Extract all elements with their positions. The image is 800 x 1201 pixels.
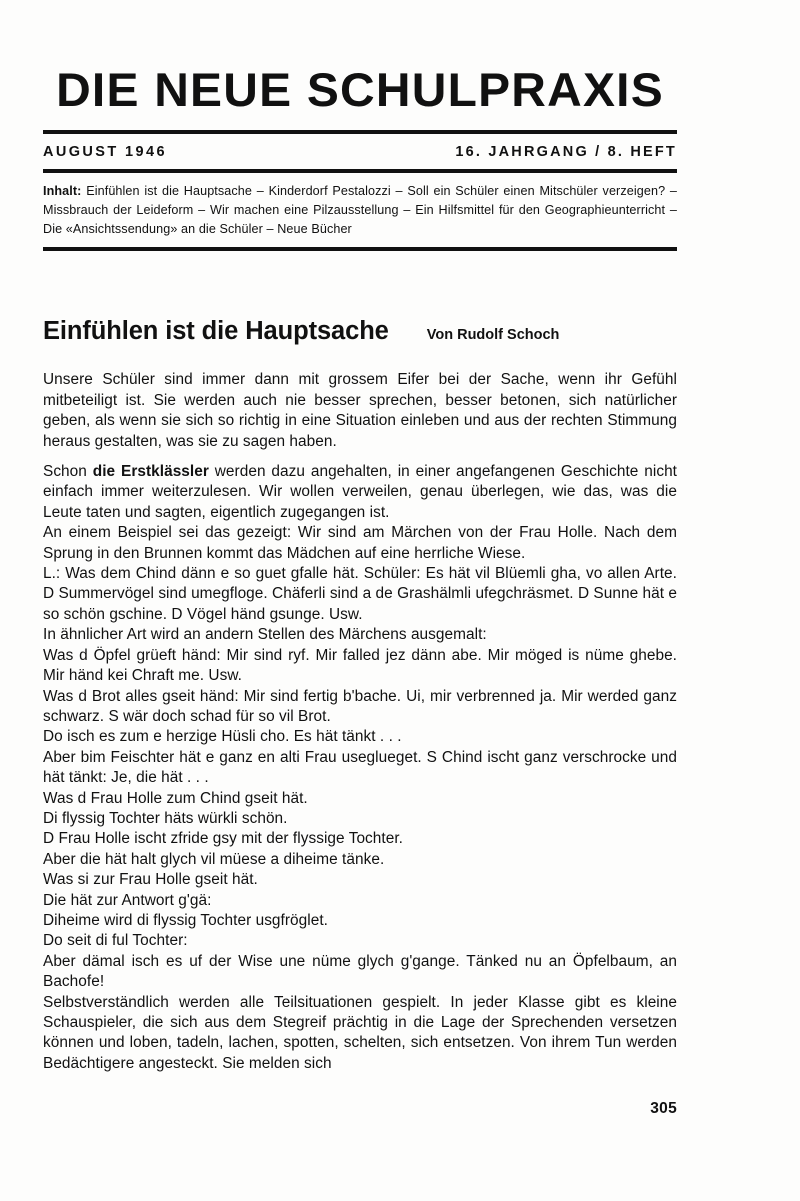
paragraph-2-remainder: werden dazu angehalten, in einer angefangenen Geschichte nicht einfach immer weiterzulesen. Wir wollen verweilen, genau überlegen, wie das, was die Leute taten und sagten, eigentlich zugegangen ist. [43,463,678,521]
paragraph-7: Was d Brot alles gseit händ: Mir sind fertig b'bache. Ui, mir verbrenned ja. Mir werded ganz schwarz. S wär doch schad für so vil Brot. [43,687,677,725]
rule-below-issue-line [43,169,677,173]
paragraph-2-emphasis: die Erstklässler [92,463,209,481]
contents-entries: Einfühlen ist die Hauptsache – Kinderdorf Pestalozzi – Soll ein Schüler einen Mitschüler verzeigen? – Missbrauch der Leideform – Wir machen eine Pilzausstellung – Ein Hilfsmittel für den Geographieunterricht – Die «Ansichtssendung» an die Schüler – Neue Bücher [43,184,677,237]
paragraph-2 [43,462,677,523]
article-header [43,317,677,346]
table-of-contents [43,182,677,239]
paragraph-4: L.: Was dem Chind dänn e so guet gfalle hät. Schüler: Es hät vil Blüemli gha, vo allen Arte. D Summervögel sind umegfloge. Chäferli sind a de Grashälmli ufegchräsmet. D Sunne hät e so schön gschine. D Vögel händ gsunge. Usw. [43,565,677,623]
paragraph-15: Die hät zur Antwort g'gä: [43,891,212,909]
issue-date: AUGUST 1946 [43,144,167,160]
paragraph-12: D Frau Holle ischt zfride gsy mit der flyssige Tochter. [43,830,403,848]
article-title: Einfühlen ist die Hauptsache [43,317,389,346]
paragraph-2-lead-in: Schon [43,463,93,481]
paragraph-19: Selbstverständlich werden alle Teilsituationen gespielt. In jeder Klasse gibt es kleine Schauspieler, die sich aus dem Stegreif prächtig in die Lage der Sprechenden versetzen können und loben, tadeln, lachen, spotten, schelten, sich entsetzen. Von ihrem Tun werden Bedächtigere angesteckt. Sie melden sich [43,993,677,1072]
article-body [43,370,677,1074]
rule-above-issue-line [43,130,677,134]
paragraph-18: Aber dämal isch es uf der Wise une nüme glych g'gange. Tänked nu an Öpfelbaum, an Bachofe! [43,952,677,991]
page-number: 305 [650,1100,677,1117]
paragraph-17: Do seit di ful Tochter: [43,932,188,950]
paragraph-10: Was d Frau Holle zum Chind gseit hät. [43,789,308,807]
paragraph-1: Unsere Schüler sind immer dann mit grossem Eifer bei der Sache, wenn ihr Gefühl mitbeteiligt ist. Sie werden auch nie besser sprechen, besser betonen, sich natürlicher geben, als wenn sie sich so richtig in eine Situation einleben und aus der rechten Stimmung heraus gestalten, was sie zu sagen haben. [43,371,677,450]
contents-label: Inhalt: [43,184,82,198]
paragraph-9: Aber bim Feischter hät e ganz en alti Frau useglueget. S Chind ischt ganz verschrocke und hät tänkt: Je, die hät . . . [43,748,677,787]
paragraph-5: In ähnlicher Art wird an andern Stellen des Märchens ausgemalt: [43,626,487,644]
paragraph-8: Do isch es zum e herzige Hüsli cho. Es hät tänkt . . . [43,728,402,746]
rule-below-contents [43,247,677,251]
issue-volume-number: 16. JAHRGANG / 8. HEFT [455,144,677,160]
paragraph-6: Was d Öpfel grüeft händ: Mir sind ryf. Mir falled jez dänn abe. Mir möged is nüme ghebe. Mir händ kei Chraft me. Usw. [43,646,677,685]
paragraph-16: Diheime wird di flyssig Tochter usgfröglet. [43,911,328,929]
paragraph-14: Was si zur Frau Holle gseit hät. [43,871,258,889]
paragraph-13: Aber die hät halt glych vil müese a diheime tänke. [43,850,385,868]
article-byline: Von Rudolf Schoch [426,327,560,344]
paragraph-3: An einem Beispiel sei das gezeigt: Wir sind am Märchen von der Frau Holle. Nach dem Sprung in den Brunnen kommt das Mädchen auf eine herrliche Wiese. [43,524,677,562]
issue-line [43,144,677,160]
page-content-column [43,0,678,1117]
masthead-title: DIE NEUE SCHULPRAXIS [56,63,664,116]
paragraph-11: Di flyssig Tochter häts würkli schön. [43,809,288,827]
